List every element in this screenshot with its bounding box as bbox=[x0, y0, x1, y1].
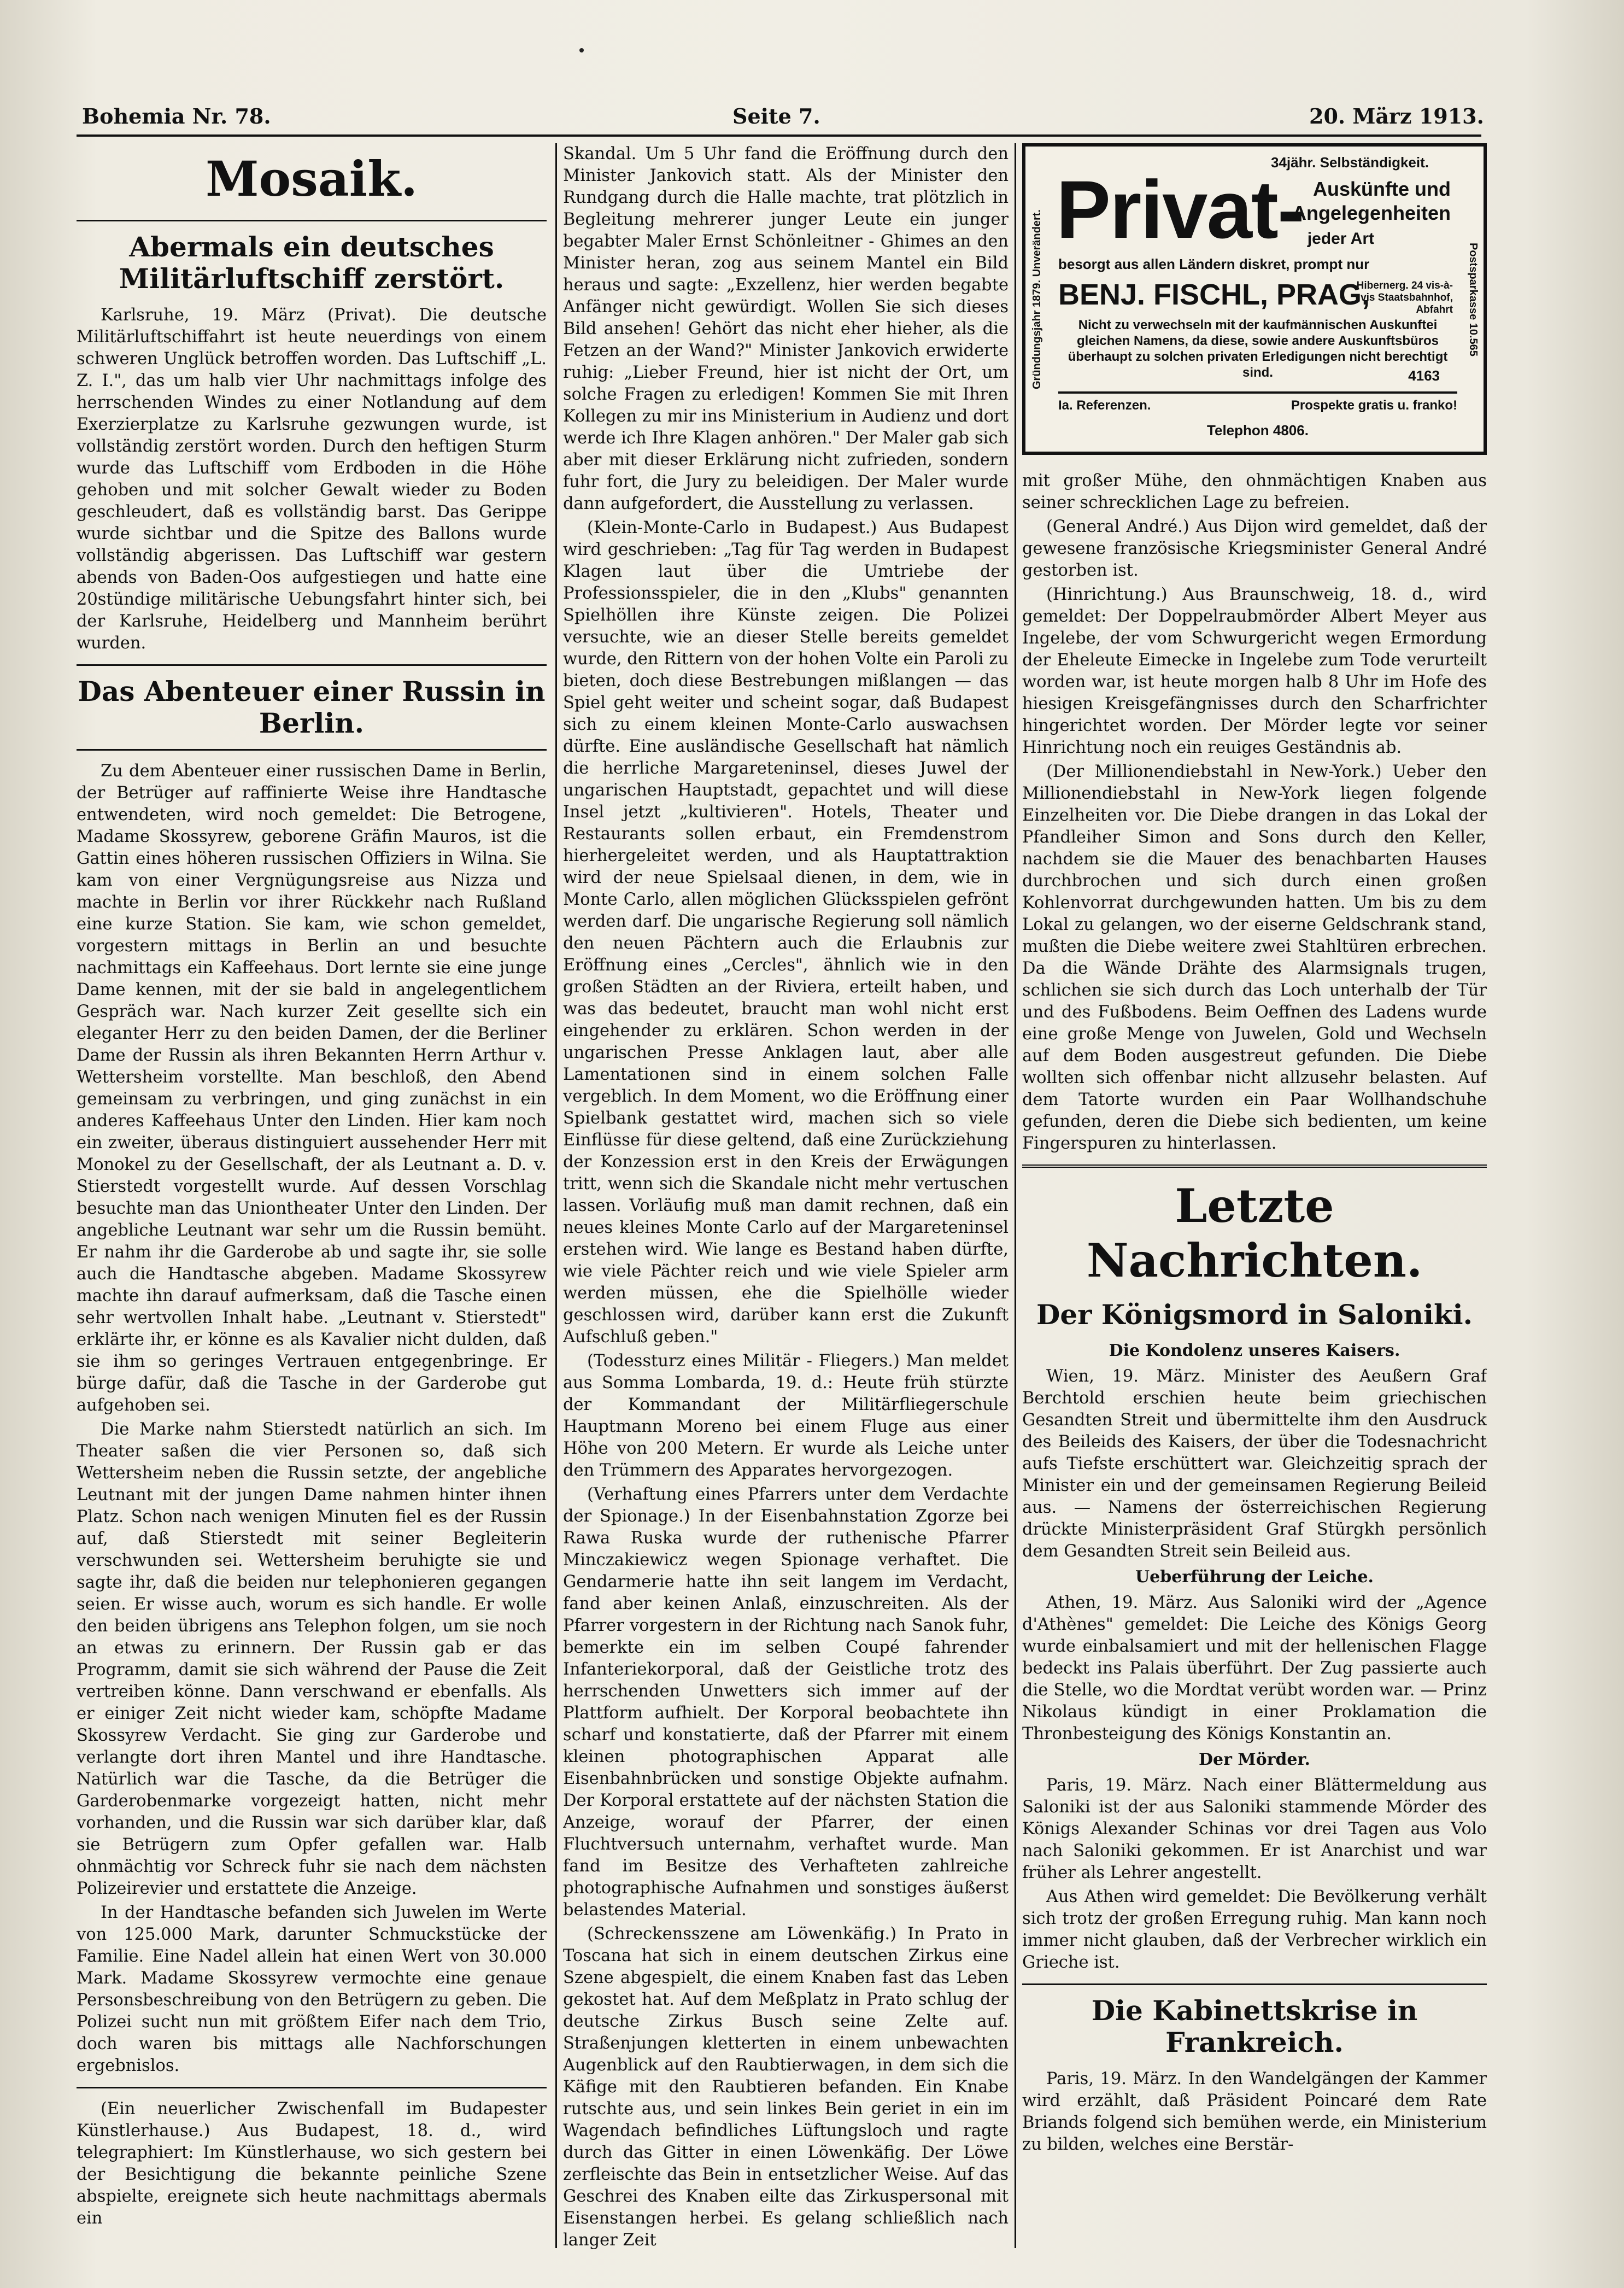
ad-references-left: Ia. Referenzen. bbox=[1058, 398, 1151, 413]
ad-telephone: Telephon 4806. bbox=[1207, 422, 1309, 438]
ad-subtitle bbox=[1292, 177, 1451, 225]
mosaik-masthead: Mosaik. bbox=[206, 150, 418, 207]
article-3-body: (Ein neuerlicher Zwischenfall im Budapester Künstlerhause.) Aus Budapest, 18. d., wird telegraphiert: Im Künstlerhause, wo sich gestern bei der Besichtigung die bekannte peinliche Szene abspielte, ereignete sich heute nachmittags abermals ein bbox=[77, 2099, 547, 2228]
article-1-body: Karlsruhe, 19. März (Privat). Die deutsche Militärluftschiffahrt ist heute neuerdings von einem schweren Unglück betroffen worden. Das Luftschiff „L. Z. I.", das um halb vier Uhr nachmittags infolge des herrschenden Windes zu einer Notlandung auf dem Exerzierplatze zu Karlsruhe gezwungen wurde, ist vollständig zerstört worden. Durch den heftigen Sturm wurde das Luftschiff vom Erdboden in die Höhe gehoben und mit solcher Gewalt wieder zu Boden geschleudert, daß es vollständig barst. Das Gerippe wurde sichtbar und die Spitze des Ballons wurde vollständig abgerissen. Das Luftschiff war gestern abends von Baden-Oos aufgestiegen und hatte eine 20stündige militärische Uebungsfahrt hinter sich, bei der Karlsruhe, Heidelberg und Mannheim berührt wurden. bbox=[77, 306, 547, 653]
ad-address: Hibernerg. 24 vis-à-vis Staatsbahnhof, Abfahrt bbox=[1356, 280, 1453, 315]
ad-tagline: 34jähr. Selbständigkeit. bbox=[1271, 154, 1429, 171]
ad-subtitle-line: Angelegenheiten bbox=[1292, 202, 1451, 224]
article-2-body: In der Handtasche befanden sich Juwelen im Werte von 125.000 Mark, darunter Schmuckstücke der Familie. Eine Nadel allein hat einen Wert von 30.000 Mark. Madame Skossyrew vermochte eine genaue Personsbeschreibung von den Betrügern zu geben. Die Polizei sucht nun mit größtem Eifer nach dem Trio, doch waren bis mittags alle Nachforschungen ergebnislos. bbox=[77, 1903, 547, 2075]
separator bbox=[1022, 1983, 1487, 1985]
header-issue: Bohemia Nr. 78. bbox=[82, 104, 271, 128]
news-body: Wien, 19. März. Minister des Aeußern Graf Berchtold erschien heute beim griechischen Gesandten Streit und übermittelte ihm den Ausdruck des Beileids des Kaisers, der über die Todesnachricht aufs Tiefste erschüttert war. Gleichzeitig sprach der Minister ein und der gemeinsamen Regierung Beileid aus. — Namens der österreichischen Regierung drückte Ministerpräsident Graf Stürgkh persönlich dem Gesandten Streit sein Beileid aus. bbox=[1022, 1367, 1487, 1561]
news-subheadline: Die Kondolenz unseres Kaisers. bbox=[1109, 1341, 1400, 1360]
column-2 bbox=[563, 143, 1009, 2254]
article-2-body: Zu dem Abenteuer einer russischen Dame in Berlin, der Betrüger auf raffinierte Weise ihre Handtasche entwendeten, wird noch gemeldet: Die Betrogene, Madame Skossyrew, geborene Gräfin Mauros, ist die Gattin eines höheren russischen Offiziers in Wilna. Sie kam von einer Vergnügungsreise aus Nizza und machte in Berlin vor ihrer Rückkehr nach Rußland eine kurze Station. Sie kam, wie schon gemeldet, vorgestern mittags in Berlin an und besuchte nachmittags ein Kaffeehaus. Dort lernte sie eine junge Dame kennen, mit der sie bald in angelegentlichem Gespräch war. Nach kurzer Zeit gesellte sich ein eleganter Herr zu den beiden Damen, der die Berliner Dame der Russin als ihren Bekannten Herrn Arthur v. Wettersheim vorstellte. Man beschloß, den Abend gemeinsam zu verbringen, und ging zunächst in ein anderes Kaffeehaus Unter den Linden. Hier kam noch ein zweiter, überaus distinguiert aussehender Herr mit Monokel zu der Gesellschaft, der als Leutnant a. D. v. Stierstedt vorgestellt wurde. Auf dessen Vorschlag besuchte man das Uniontheater Unter den Linden. Der angebliche Leutnant war sehr um die Russin bemüht. Er nahm ihr die Garderobe ab und sagte ihr, sie solle auch die Handtasche abgeben. Madame Skossyrew machte ihn darauf aufmerksam, daß die Tasche einen sehr wertvollen Inhalt habe. „Leutnant v. Stierstedt" erklärte ihr, er könne es als Kavalier nicht dulden, daß sie ihm so geringes Vertrauen entgegenbringe. Er bürge dafür, daß die Tasche in der Garderobe gut aufgehoben sei. bbox=[77, 762, 547, 1415]
column-divider-1 bbox=[555, 143, 557, 2248]
latest-news-title: Letzte Nachrichten. bbox=[1086, 1179, 1423, 1288]
news-headline: Die Kabinettskrise in Frankreich. bbox=[1091, 1994, 1418, 2058]
separator bbox=[1022, 1165, 1487, 1168]
news-body: Aus Athen wird gemeldet: Die Bevölkerung verhält sich trotz der großen Erregung ruhig. Man kann noch immer nicht glauben, daß der Verbrecher wirklich ein Grieche ist. bbox=[1022, 1887, 1487, 1972]
ad-code: 4163 bbox=[1408, 367, 1440, 384]
article-1-headline: Abermals ein deutsches Militärluftschiff zerstört. bbox=[119, 231, 505, 295]
ad-side-text-right: Postsparkasse 10.565 bbox=[1467, 243, 1479, 356]
header-date: 20. März 1913. bbox=[1309, 104, 1484, 128]
ad-references-right: Prospekte gratis u. franko! bbox=[1291, 398, 1457, 413]
ad-firm-name: BENJ. FISCHL, PRAG, bbox=[1058, 278, 1370, 311]
ad-warning: Nicht zu verwechseln mit der kaufmännischen Auskunftei gleichen Namens, da diese, sowie andere Auskunftsbüros überhaupt zu solchen privaten Erledigungen nicht berechtigt sind. bbox=[1068, 318, 1448, 380]
article-body: Skandal. Um 5 Uhr fand die Eröffnung durch den Minister Jankovich statt. Als der Minister den Rundgang durch die Halle machte, trat plötzlich in Begleitung mehrerer junger Leute ein junger begabter Maler Ernst Schönleitner - Ghimes an den Minister heran, zog aus seinem Mantel ein Bild heraus und sagte: „Exzellenz, hier werden begabte Anfänger nicht gewürdigt. Wollen Sie sich dieses Bild ansehen! Gehört das nicht eher hieher, als die Fetzen an der Wand?" Minister Jankovich erwiderte ruhig: „Lieber Freund, hier ist nicht der Ort, um solche Fragen zu erledigen! Kommen Sie mit Ihren Kollegen zu mir ins Ministerium in Audienz und dort werde ich Ihre Klagen anhören." Der Maler gab sich aber mit dieser Erklärung nicht zufrieden, sondern fuhr fort, die Jury zu beleidigen. Der Maler wurde dann aufgefordert, die Ausstellung zu verlassen. bbox=[563, 144, 1009, 513]
article-body: (Der Millionendiebstahl in New-York.) Ueber den Millionendiebstahl in New-York liegen folgende Einzelheiten vor. Die Diebe drangen in das Lokal der Pfandleiher Simon and Sons durch den Keller, nachdem sie die Mauer des benachbarten Hauses durchbrochen und sich durch einen großen Kohlenvorrat durchgewunden hatten. Um bis zu dem Lokal zu gelangen, wo der eiserne Geldschrank stand, mußten die Diebe weitere zwei Stahltüren erbrechen. Da die Wände Drähte des Alarmsignals trugen, schlichen sie sich durch das Loch unterhalb der Tür und des Fußbodens. Beim Oeffnen des Ladens wurde eine große Menge von Juwelen, Gold und Wechseln auf dem Boden ausgestreut gefunden. Die Diebe wollten sich offenbar nicht allzusehr belasten. Auf dem Tatorte wurden ein Paar Wollhandschuhe gefunden, deren die Diebe sich bedienten, um keine Fingerspuren zu hinterlassen. bbox=[1022, 762, 1487, 1153]
ad-references bbox=[1058, 398, 1457, 413]
separator bbox=[77, 664, 547, 666]
news-subheadline: Ueberführung der Leiche. bbox=[1135, 1567, 1374, 1587]
article-2-body: Die Marke nahm Stierstedt natürlich an sich. Im Theater saßen die vier Personen so, daß sich Wettersheim neben die Russin setzte, der angebliche Leutnant mit der jungen Dame nahmen hinter ihnen Platz. Schon nach wenigen Minuten fiel es der Russin auf, daß Stierstedt mit seiner Begleiterin verschwunden sei. Wettersheim beruhigte sie und sagte ihr, daß die beiden nur telephonieren gegangen seien. Er wisse auch, worum es sich handle. Er wolle den beiden übrigens ans Telephon folgen, um sie noch an etwas zu erinnern. Der Russin gab er das Programm, damit sie sich während der Pause die Zeit vertreiben könne. Dann verschwand er ebenfalls. Als er einiger Zeit nicht wieder kam, schöpfte Madame Skossyrew Verdacht. Sie ging zur Garderobe und verlangte dort ihren Mantel und ihre Handtasche. Natürlich war die Tasche, da die Betrüger die Garderobenmarke vorgezeigt hatten, nicht mehr vorhanden, und die Russin war sich darüber klar, daß sie Betrügern zum Opfer gefallen war. Halb ohnmächtig vor Schreck fuhr sie nach dem nächsten Polizeirevier und erstattete die Anzeige. bbox=[77, 1420, 547, 1898]
article-body: (Todessturz eines Militär - Fliegers.) Man meldet aus Somma Lombarda, 19. d.: Heute früh stürzte der Kommandant der Militärfliegerschule Hauptmann Moreno bei einem Fluge aus einer Höhe von 200 Metern. Er wurde als Leiche unter den Trümmern des Apparates hervorgezogen. bbox=[563, 1351, 1009, 1480]
column-divider-2 bbox=[1015, 143, 1016, 2248]
ad-subtitle-line: Auskünfte und bbox=[1313, 178, 1451, 200]
article-2-headline: Das Abenteuer einer Russin in Berlin. bbox=[78, 675, 546, 739]
ad-side-text-left: Gründungsjahr 1879. Unverändert. bbox=[1031, 209, 1043, 390]
article-body: (Schreckensszene am Löwenkäfig.) In Prato in Toscana hat sich in einem deutschen Zirkus eine Szene abgespielt, die einem Knaben fast das Leben gekostet hat. Auf dem Meßplatz in Prato schlug der deutsche Zirkus Busch seine Zelte auf. Straßenjungen kletterten in einem unbewachten Augenblick auf den Raubtierwagen, in dem sich die Käfige mit den Raubtieren befanden. Ein Knabe rutschte aus, und sein linkes Bein geriet in ein im Wagendach befindliches Lüftungsloch und ragte durch das Gitter in einen Löwenkäfig. Der Löwe zerfleischte das Bein in entsetzlicher Weise. Auf das Geschrei des Knaben eilte das Zirkuspersonal mit Eisenstangen herbei. Es gelang schließlich nach langer Zeit bbox=[563, 1924, 1009, 2250]
column-3 bbox=[1022, 470, 1487, 2252]
column-1 bbox=[77, 143, 547, 2254]
print-spot bbox=[579, 48, 584, 52]
news-subheadline: Der Mörder. bbox=[1199, 1750, 1310, 1769]
news-body: Paris, 19. März. In den Wandelgängen der Kammer wird erzählt, daß Präsident Poincaré dem Rate Briands folgend sich bemühen werde, ein Ministerium zu bilden, welches eine Berstär- bbox=[1022, 2069, 1487, 2154]
separator bbox=[77, 220, 547, 221]
article-body: (Verhaftung eines Pfarrers unter dem Verdachte der Spionage.) In der Eisenbahnstation Zgorze bei Rawa Ruska wurde der ruthenische Pfarrer Minczakiewicz wegen Spionage verhaftet. Die Gendarmerie hatte ihn seit langem im Verdacht, fand aber keinen Anlaß, einzuschreiten. Als der Pfarrer vorgestern in der Richtung nach Sanok fuhr, bemerkte ein im selben Coupé fahrender Infanteriekorporal, daß der Geistliche trotz des herrschenden Unwetters sich immer auf der Plattform aufhielt. Der Korporal beobachtete ihn scharf und konstatierte, daß der Pfarrer mit einem kleinen photographischen Apparat alle Eisenbahnbrücken und sonstige Objekte aufnahm. Der Korporal erstattete auf der nächsten Station die Anzeige, worauf der Pfarrer, der einen Fluchtversuch unternahm, verhaftet wurde. Man fand im Besitze des Verhafteten zahlreiche photographische Aufnahmen und sonstiges äußerst belastendes Material. bbox=[563, 1485, 1009, 1920]
ad-rule bbox=[1058, 391, 1457, 394]
advertisement-box bbox=[1022, 143, 1487, 455]
separator bbox=[77, 749, 547, 751]
news-headline: Der Königsmord in Saloniki. bbox=[1036, 1298, 1473, 1331]
header-rule bbox=[77, 134, 1481, 137]
ad-any-kind: jeder Art bbox=[1307, 230, 1374, 248]
article-body: (Klein-Monte-Carlo in Budapest.) Aus Budapest wird geschrieben: „Tag für Tag werden in Budapest Klagen laut über die Umtriebe der Professionsspieler, die in den „Klubs" genannten Spielhöllen ihre Künste zeigen. Die Polizei versuchte, wie an dieser Stelle bereits gemeldet wurde, den Rittern von der hohen Volte ein Paroli zu bieten, doch diese Bestrebungen mißlangen — das Spiel geht weiter und scheint sogar, daß Budapest sich zu einem kleinen Monte-Carlo auswachsen dürfte. Eine ausländische Gesellschaft hat nämlich die herrliche Margareteninsel, dieses Juwel der ungarischen Hauptstadt, gepachtet und will diese Insel jetzt „kultivieren". Hotels, Theater und Restaurants sollen erbaut, ein Fremdenstrom hierhergeleitet werden, und als Hauptattraktion wird der neue Spielsaal dienen, in dem, wie in Monte Carlo, allen möglichen Glücksspielen gefrönt werden darf. Die ungarische Regierung soll nämlich den neuen Pächtern auch die Erlaubnis zur Eröffnung eines „Cercles", ähnlich wie in den großen Städten an der Riviera, erteilt haben, und was das bedeutet, braucht man wohl nicht erst eingehender zu erklären. Schon werden in der ungarischen Presse Anklagen laut, aber alle Lamentationen sind in einem solchen Falle vergeblich. In dem Moment, wo die Eröffnung einer Spielbank gestattet wird, machen sich so viele Einflüsse für diese geltend, daß eine Zurückziehung der Konzession erst in den Kreis der Erwägungen tritt, wenn sich die Skandale nicht mehr vertuschen lassen. Vorläufig muß man damit rechnen, daß ein neues kleines Monte Carlo auf der Margareteninsel erstehen wird. Wie lange es Bestand haben dürfte, wie viele Pächter reich und wie viele Spieler arm werden müssen, ehe die Spielhölle wieder geschlossen wird, darüber kann erst die Zukunft Aufschluß geben." bbox=[563, 518, 1009, 1347]
article-body: mit großer Mühe, den ohnmächtigen Knaben aus seiner schrecklichen Lage zu befreien. bbox=[1022, 471, 1487, 512]
article-body: (Hinrichtung.) Aus Braunschweig, 18. d., wird gemeldet: Der Doppelraubmörder Albert Meyer aus Ingelebe, der vom Schwurgericht wegen Ermordung der Eheleute Eimecke in Ingelebe zum Tode verurteilt worden war, ist heute morgen halb 8 Uhr im Hofe des hiesigen Kreisgefängnisses durch den Scharfrichter hingerichtet worden. Der Mörder legte vor seiner Hinrichtung noch ein reuiges Geständnis ab. bbox=[1022, 585, 1487, 757]
news-body: Athen, 19. März. Aus Saloniki wird der „Agence d'Athènes" gemeldet: Die Leiche des Königs Georg wurde einbalsamiert und mit der hellenischen Flagge bedeckt ins Palais überführt. Der Zug passierte auch die Stelle, wo die Mordtat verübt worden war. — Prinz Nikolaus kündigt in einer Proklamation die Thronbesteigung des Königs Konstantin an. bbox=[1022, 1593, 1487, 1743]
news-body: Paris, 19. März. Nach einer Blättermeldung aus Saloniki ist der aus Saloniki stammende Mörder des Königs Alexander Schinas vor drei Tagen aus Volo nach Saloniki gekommen. Er ist Anarchist und war früher als Lehrer angestellt. bbox=[1022, 1776, 1487, 1882]
header-page-number: Seite 7. bbox=[732, 104, 820, 128]
article-body: (General André.) Aus Dijon wird gemeldet, daß der gewesene französische Kriegsminister General André gestorben ist. bbox=[1022, 517, 1487, 580]
separator bbox=[77, 2087, 547, 2088]
ad-service-line: besorgt aus allen Ländern diskret, prompt nur bbox=[1058, 256, 1370, 272]
ad-title: Privat- bbox=[1056, 163, 1304, 255]
